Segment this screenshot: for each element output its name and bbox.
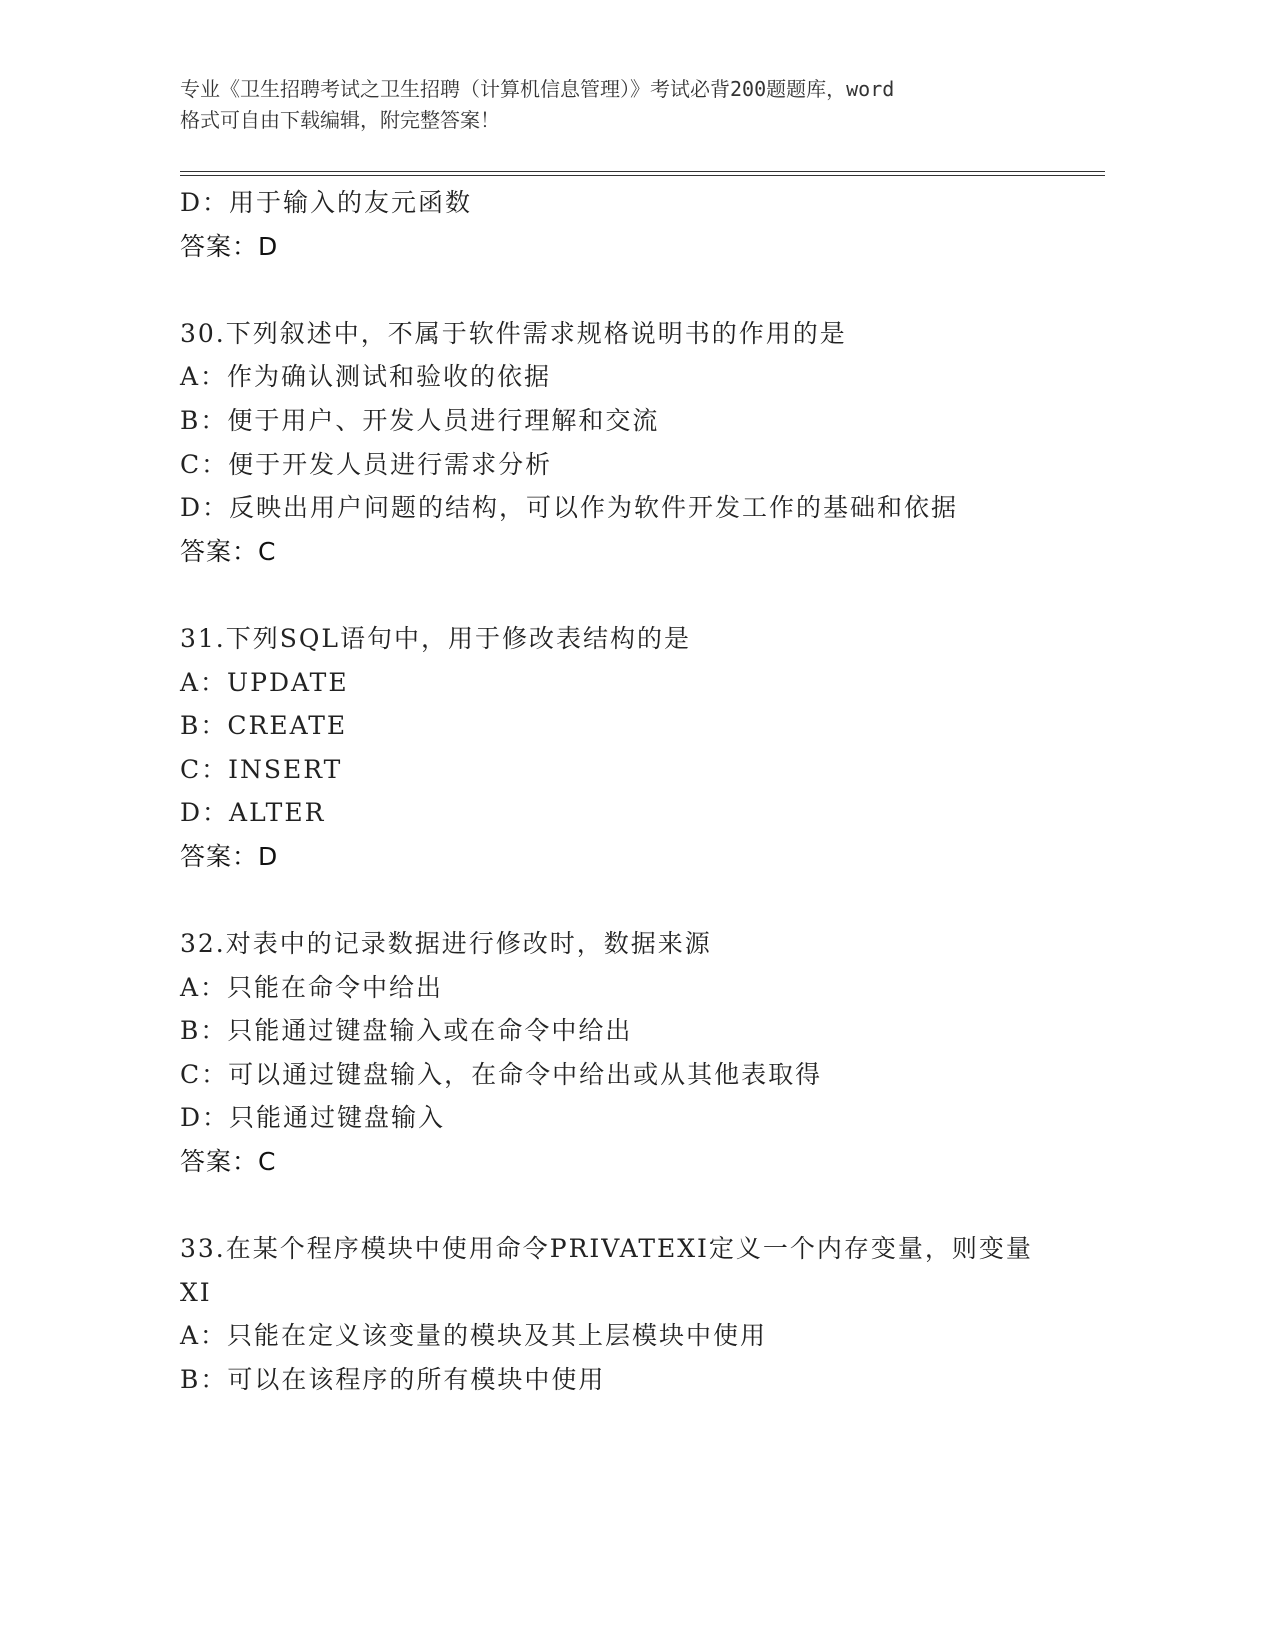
spacer: [180, 879, 1080, 923]
option-c: C：便于开发人员进行需求分析: [180, 449, 553, 479]
question-31: [180, 617, 1080, 879]
prev-answer: 答案：D: [180, 231, 279, 261]
question-stem: 33.在某个程序模块中使用命令PRIVATEXI定义一个内存变量，则变量: [180, 1234, 1033, 1264]
header-divider-top: [180, 171, 1105, 172]
question-stem: 32.对表中的记录数据进行修改时，数据来源: [180, 929, 712, 959]
answer: 答案：C: [180, 536, 277, 566]
question-30: [180, 312, 1080, 574]
spacer: [180, 268, 1080, 312]
question-stem: 30.下列叙述中，不属于软件需求规格说明书的作用的是: [180, 318, 847, 348]
question-32: [180, 922, 1080, 1184]
option-a: A：只能在定义该变量的模块及其上层模块中使用: [180, 1321, 768, 1351]
question-stem-continuation: XI: [180, 1277, 212, 1307]
option-a: A：只能在命令中给出: [180, 972, 444, 1002]
prev-option-d: D：用于输入的友元函数: [180, 188, 473, 217]
option-d: D：反映出用户问题的结构，可以作为软件开发工作的基础和依据: [180, 493, 959, 523]
header-divider-bottom: [180, 175, 1105, 176]
option-d: D：ALTER: [180, 798, 326, 828]
question-list: [180, 181, 1080, 1402]
option-c: C：INSERT: [180, 754, 343, 784]
option-b: B：可以在该程序的所有模块中使用: [180, 1365, 606, 1395]
spacer: [180, 1184, 1080, 1228]
question-stem: 31.下列SQL语句中，用于修改表结构的是: [180, 623, 691, 653]
header-line-1: 专业《卫生招聘考试之卫生招聘（计算机信息管理）》考试必背200题题库，word: [180, 77, 895, 101]
answer: 答案：C: [180, 1147, 277, 1177]
option-d: D：只能通过键盘输入: [180, 1103, 446, 1133]
option-b: B：便于用户、开发人员进行理解和交流: [180, 405, 660, 435]
question-33: [180, 1227, 1080, 1401]
option-b: B：CREATE: [180, 711, 348, 741]
option-a: A：UPDATE: [180, 667, 349, 697]
option-c: C：可以通过键盘输入，在命令中给出或从其他表取得: [180, 1059, 823, 1089]
option-a: A：作为确认测试和验收的依据: [180, 362, 552, 392]
answer: 答案：D: [180, 841, 279, 871]
header-line-2: 格式可自由下载编辑，附完整答案！: [180, 108, 500, 132]
page-header: [180, 74, 1060, 136]
option-b: B：只能通过键盘输入或在命令中给出: [180, 1016, 633, 1046]
spacer: [180, 573, 1080, 617]
